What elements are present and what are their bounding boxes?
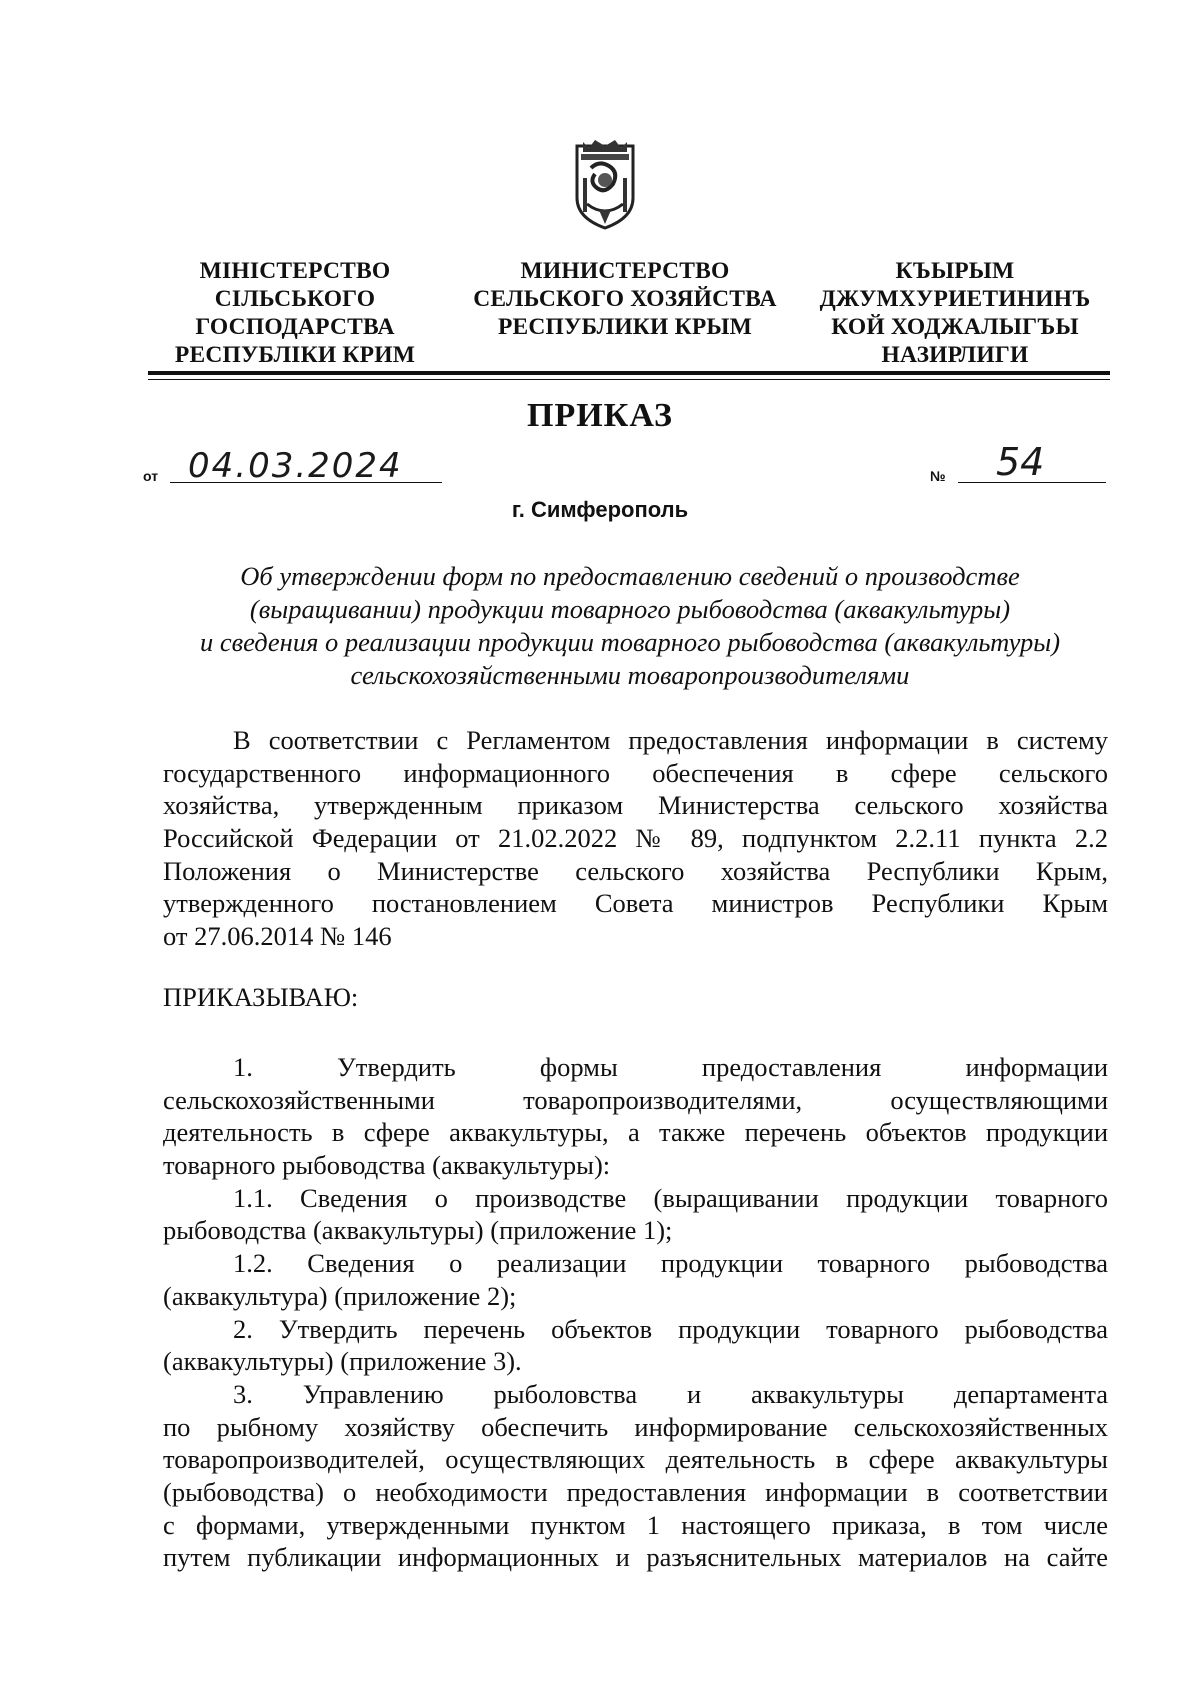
number-label: №: [930, 468, 946, 484]
subject-line: Об утверждении форм по предоставлению сведений о производстве: [240, 561, 1020, 591]
item-line: 1. Утвердить формы предоставления информации: [233, 1052, 1108, 1082]
handwritten-number: 54: [996, 440, 1045, 484]
preamble-paragraph: [163, 724, 1108, 953]
item-line: (рыбоводства) о необходимости предоставления информации в соответствии: [163, 1476, 1108, 1507]
item-line: сельскохозяйственными товаропроизводителями, осуществляющими: [163, 1084, 1108, 1115]
city-line: г. Симферополь: [511, 497, 689, 522]
ministry-ru-line: СЕЛЬСКОГО ХОЗЯЙСТВА: [473, 286, 777, 312]
ministry-ua-line: РЕСПУБЛІКИ КРИМ: [174, 342, 416, 368]
item-line: рыбоводства (аквакультуры) (приложение 1);: [163, 1215, 673, 1246]
ministry-ru-line: МИНИСТЕРСТВО: [520, 258, 730, 284]
ministry-ua-line: ГОСПОДАРСТВА: [195, 314, 395, 340]
subject-line: сельскохозяйственными товаропроизводителями: [350, 660, 910, 690]
order-word-text: ПРИКАЗЫВАЮ:: [163, 982, 359, 1012]
ministry-name-russian: [455, 257, 795, 341]
document-title: ПРИКАЗ: [527, 397, 673, 434]
date-label: от: [143, 468, 159, 484]
order-items: [163, 1051, 1108, 1574]
order-word: [163, 981, 1108, 1014]
header-divider-thin: [148, 379, 1110, 380]
preamble-line: В соответствии с Регламентом предоставления информации в систему: [233, 725, 1108, 755]
ministry-ru-line: РЕСПУБЛИКИ КРЫМ: [497, 314, 753, 340]
ministry-ua-line: МІНІСТЕРСТВО: [199, 258, 391, 284]
header-divider-thick: [148, 371, 1110, 375]
ministry-crh-line: КОЙ ХОДЖАЛЫГЪЫ: [831, 314, 1079, 340]
ministry-name-ukrainian: [160, 257, 430, 369]
handwritten-date: 04.03.2024: [188, 446, 403, 486]
item-line: товарного рыбоводства (аквакультуры):: [163, 1150, 611, 1181]
item-line: 3. Управлению рыболовства и аквакультуры департамента: [233, 1378, 1108, 1409]
preamble-line: государственного информационного обеспечения в сфере сельского: [163, 757, 1108, 788]
ministry-crh-line: ДЖУМХУРИЕТИНИНЪ: [819, 286, 1091, 312]
ministry-crh-line: КЪЫРЫМ: [895, 258, 1015, 284]
item-line: 1.1. Сведения о производстве (выращивании продукции товарного: [233, 1182, 1108, 1213]
preamble-line: от 27.06.2014 № 146: [163, 921, 392, 952]
item-line: деятельность в сфере аквакультуры, а также перечень объектов продукции: [163, 1117, 1108, 1148]
item-line: 2. Утвердить перечень объектов продукции товарного рыбоводства: [233, 1313, 1108, 1344]
item-line: с формами, утвержденными пунктом 1 настоящего приказа, в том числе: [163, 1509, 1108, 1540]
item-line: (аквакультуры) (приложение 3).: [163, 1346, 522, 1377]
crimea-coat-of-arms-emblem: [569, 138, 641, 230]
ministry-name-crimean-tatar: [810, 257, 1100, 369]
item-line: путем публикации информационных и разъяснительных материалов на сайте: [163, 1542, 1108, 1573]
ministry-crh-line: НАЗИРЛИГИ: [881, 342, 1029, 368]
ministry-ua-line: СІЛЬСЬКОГО: [214, 286, 376, 312]
subject-line: и сведения о реализации продукции товарного рыбоводства (аквакультуры): [199, 627, 1061, 657]
item-line: товаропроизводителей, осуществляющих деятельность в сфере аквакультуры: [163, 1444, 1108, 1475]
preamble-line: Положения о Министерстве сельского хозяйства Республики Крым,: [163, 855, 1108, 886]
item-line: (аквакультура) (приложение 2);: [163, 1280, 517, 1311]
preamble-line: Российской Федерации от 21.02.2022 № 89, подпунктом 2.2.11 пункта 2.2: [163, 823, 1108, 854]
item-line: 1.2. Сведения о реализации продукции товарного рыбоводства: [233, 1248, 1108, 1279]
subject-line: (выращивании) продукции товарного рыбоводства (аквакультуры): [249, 594, 1011, 624]
preamble-line: хозяйства, утвержденным приказом Министерства сельского хозяйства: [163, 790, 1108, 821]
item-line: по рыбному хозяйству обеспечить информирование сельскохозяйственных: [163, 1411, 1108, 1442]
order-subject: [150, 560, 1110, 692]
preamble-line: утвержденного постановлением Совета министров Республики Крым: [163, 888, 1108, 919]
